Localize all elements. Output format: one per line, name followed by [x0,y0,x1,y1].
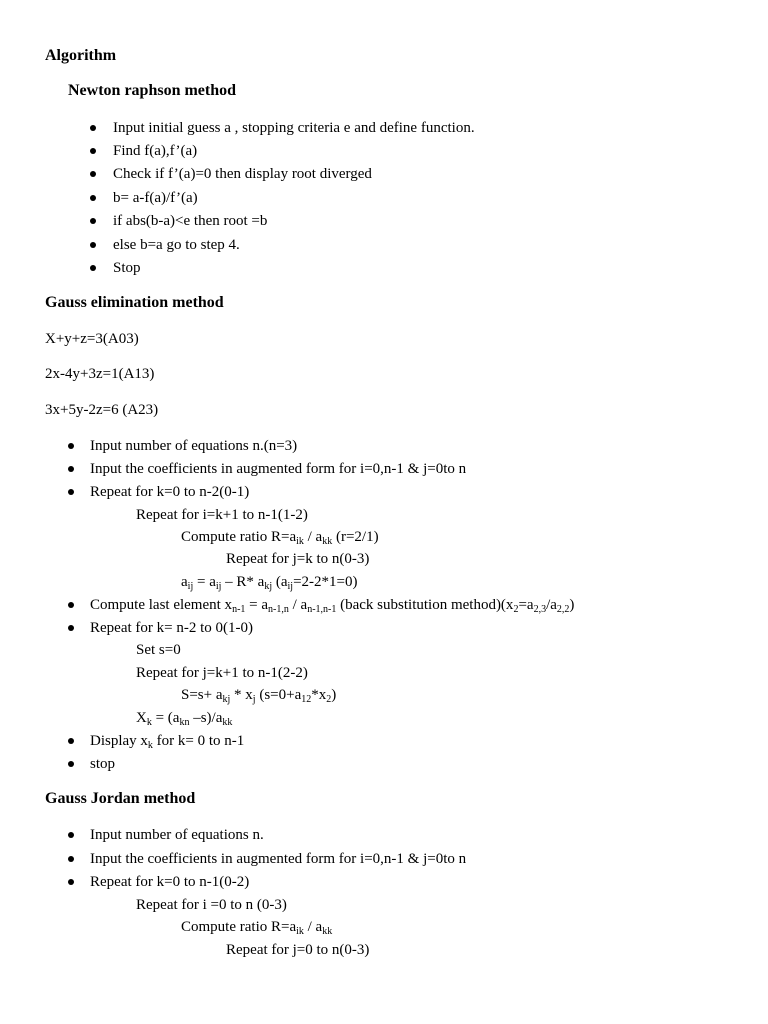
bullet [68,856,74,862]
bullet [90,218,96,224]
list-item: Check if f’(a)=0 then display root diverged [113,166,372,182]
list-item: if abs(b-a)<e then root =b [113,213,268,229]
newton-raphson-title: Newton raphson method [68,82,237,99]
list-item: Input the coefficients in augmented form for i=0,n-1 & j=0to n [90,461,467,477]
bullet [68,625,74,631]
step-line: $a_{ij} = a_{ij} - R*$ $a_{kj}$ $(a_{ij}=2-2*1=0)$ [181,574,358,592]
equation: 2x-4y+3z=1(A13) [45,366,155,382]
list-item: Input initial guess a , stopping criteria e and define function. [113,120,475,136]
step-line: Repeat for j=0 to n(0-3) [226,942,370,958]
list-item: Compute last element $x_{n-1} = a_{n-1,n} / a_{n-1,n-1}$ (back substitution $method)(x_2=a_{2,3}/a_{2,2})$ [90,597,575,615]
list-item: stop [90,756,116,772]
equation: X+y+z=3(A03) [45,331,139,347]
bullet [90,195,96,201]
equation: 3x+5y-2z=6 (A23) [45,402,159,418]
step-line: Repeat for j=k+1 to n-1(2-2) [136,665,308,681]
bullet [68,489,74,495]
list-item: Find f(a),f’(a) [113,143,198,159]
bullet [68,466,74,472]
list-item: else b=a go to step 4. [113,237,240,253]
list-item: Display $x_k$ for k= 0 to n-1 [90,733,245,751]
bullet [68,443,74,449]
gauss-jordan-title: Gauss Jordan method [45,790,196,807]
bullet [68,738,74,744]
list-item: Repeat for k=0 to n-2(0-1) [90,484,250,500]
list-item: Stop [113,260,141,276]
list-item: Repeat for k=0 to n-1(0-2) [90,874,250,890]
step-line: Repeat for j=k to n(0-3) [226,551,370,567]
list-item: Input number of equations n. [90,827,264,843]
step-line: Repeat for i=k+1 to n-1(1-2) [136,507,308,523]
step-line: Repeat for i =0 to n (0-3) [136,897,287,913]
bullet [90,148,96,154]
bullet [90,265,96,271]
bullet [90,125,96,131]
list-item: Repeat for k= n-2 to 0(1-0) [90,620,253,636]
list-item: Input number of equations n.(n=3) [90,438,298,454]
step-line: Compute ratio $R=a_{ik} / a_{kk}$ (r=2/1) [181,529,379,547]
bullet [68,832,74,838]
bullet [68,602,74,608]
bullet [90,171,96,177]
step-line: Compute ratio $R=a_{ik} / a_{kk}$ [181,919,333,937]
step-line: $X_k = (a_{kn}$ $-s)/a_{kk}$ [136,710,233,728]
step-line: $S=s+ a_{kj} * x_j$ $(s=0+a_{12}*x_2)$ [181,687,337,705]
step-line: Set s=0 [136,642,181,658]
list-item: Input the coefficients in augmented form for i=0,n-1 & j=0to n [90,851,467,867]
bullet [68,879,74,885]
bullet [68,761,74,767]
bullet [90,242,96,248]
list-item: b= a-f(a)/f’(a) [113,190,198,206]
algorithm-heading: Algorithm [45,47,117,64]
gauss-elimination-title: Gauss elimination method [45,294,224,311]
